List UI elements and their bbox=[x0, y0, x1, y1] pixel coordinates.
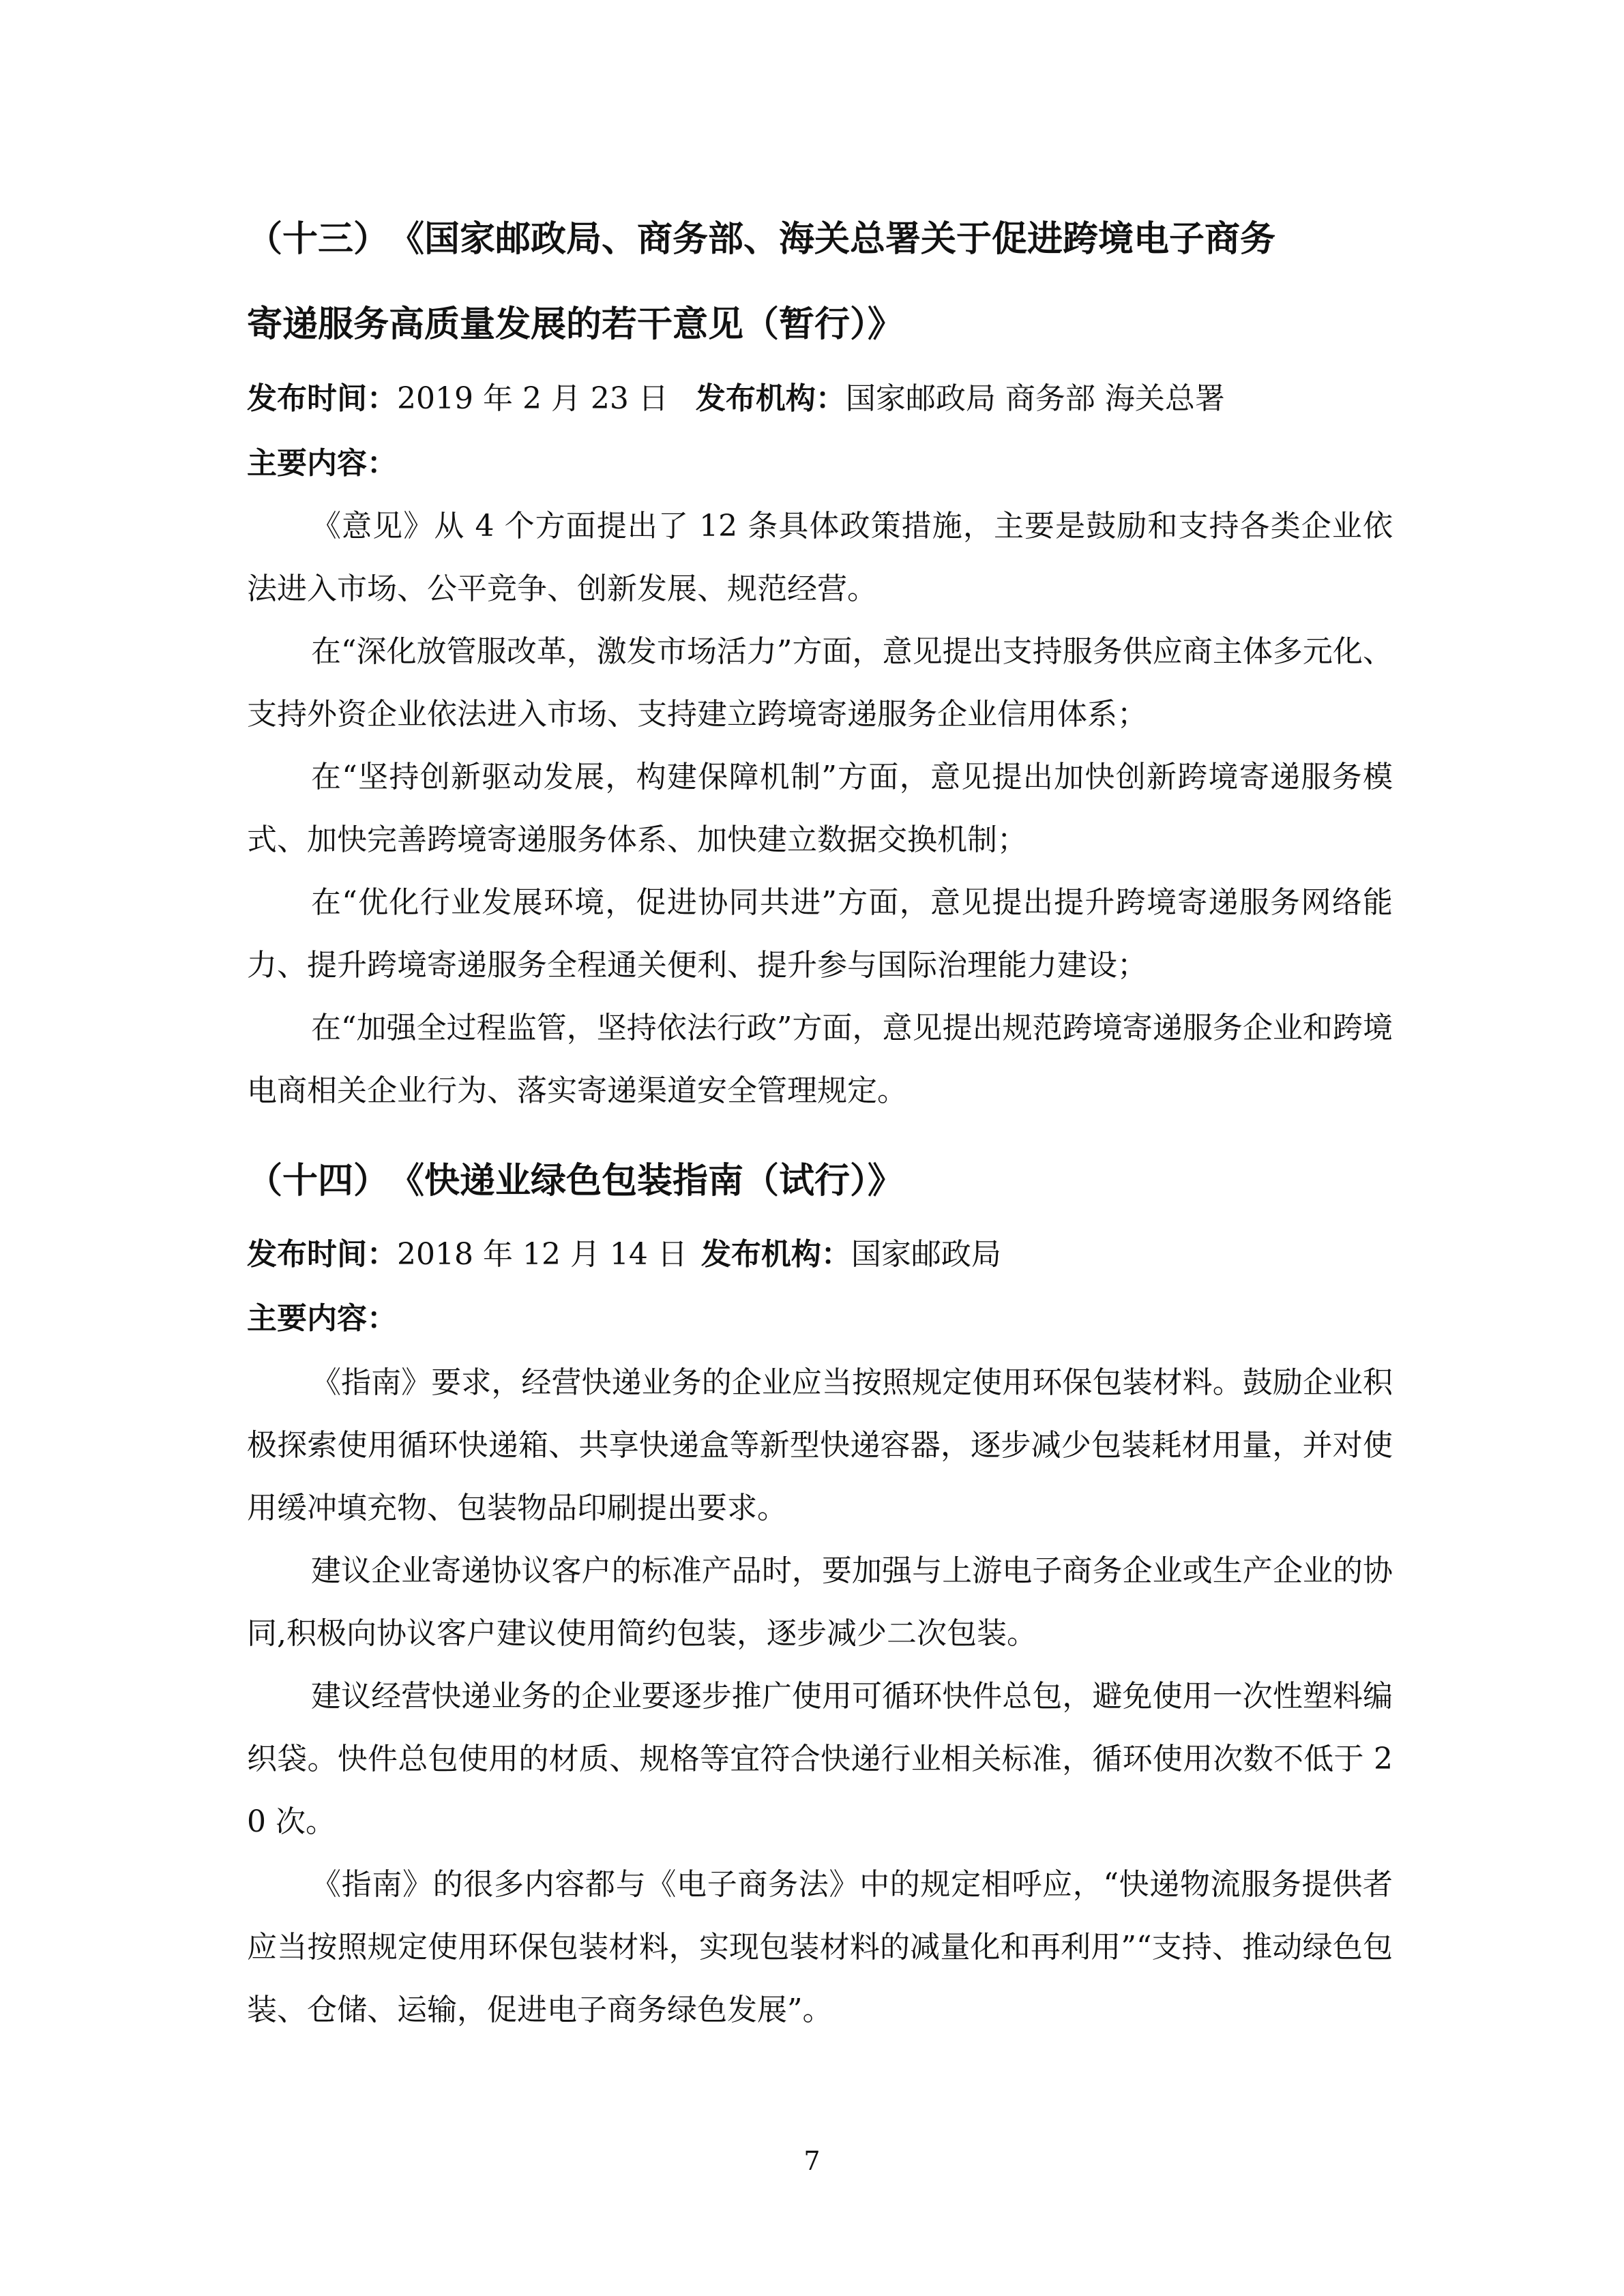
publish-date-value: 2018 年 12 月 14 日 bbox=[397, 1237, 688, 1272]
paragraph: 在“优化行业发展环境，促进协同共进”方面，意见提出提升跨境寄递服务网络能力、提升跨境寄递服务全程通关便利、提升参与国际治理能力建设； bbox=[247, 885, 1393, 983]
publish-date-label: 发布时间： bbox=[247, 381, 397, 416]
paragraph: 建议企业寄递协议客户的标准产品时，要加强与上游电子商务企业或生产企业的协同,积极向协议客户建议使用简约包装，逐步减少二次包装。 bbox=[247, 1553, 1393, 1651]
publisher-label: 发布机构： bbox=[700, 1237, 851, 1272]
section-14-title: （十四） 《快递业绿色包装指南（试行）》 bbox=[247, 1161, 904, 1202]
section-14-content-label: 主要内容： bbox=[247, 1301, 397, 1336]
paragraph: 《指南》的很多内容都与《电子商务法》中的规定相呼应，“快递物流服务提供者应当按照规定使用环保包装材料，实现包装材料的减量化和再利用”“支持、推动绿色包装、仓储、运输，促进电子商务绿色发展”。 bbox=[247, 1867, 1393, 2027]
publisher-value: 国家邮政局 商务部 海关总署 bbox=[845, 381, 1225, 416]
section-13-title-line-1: （十三） 《国家邮政局、商务部、海关总署关于促进跨境电子商务 bbox=[247, 219, 1276, 260]
paragraph: 在“坚持创新驱动发展，构建保障机制”方面，意见提出加快创新跨境寄递服务模式、加快完善跨境寄递服务体系、加快建立数据交换机制； bbox=[247, 760, 1393, 857]
section-14-meta bbox=[247, 1237, 1393, 1272]
section-14-body bbox=[247, 1352, 1393, 2042]
publisher-label: 发布机构： bbox=[695, 381, 846, 416]
paragraph: 《意见》从 4 个方面提出了 12 条具体政策措施，主要是鼓励和支持各类企业依法进入市场、公平竞争、创新发展、规范经营。 bbox=[247, 509, 1393, 606]
publish-date-value: 2019 年 2 月 23 日 bbox=[397, 381, 668, 416]
page-number: 7 bbox=[803, 2146, 821, 2176]
paragraph: 在“深化放管服改革，激发市场活力”方面，意见提出支持服务供应商主体多元化、支持外资企业依法进入市场、支持建立跨境寄递服务企业信用体系； bbox=[247, 634, 1393, 732]
paragraph: 在“加强全过程监管，坚持依法行政”方面，意见提出规范跨境寄递服务企业和跨境电商相关企业行为、落实寄递渠道安全管理规定。 bbox=[247, 1011, 1393, 1108]
paragraph: 《指南》要求，经营快递业务的企业应当按照规定使用环保包装材料。鼓励企业积极探索使用循环快递箱、共享快递盒等新型快递容器，逐步减少包装耗材用量，并对使用缓冲填充物、包装物品印刷提出要求。 bbox=[247, 1365, 1393, 1525]
section-13-meta bbox=[247, 381, 1393, 416]
section-13-body bbox=[247, 495, 1393, 1122]
publish-date-label: 发布时间： bbox=[247, 1237, 397, 1272]
publisher-value: 国家邮政局 bbox=[851, 1237, 1001, 1272]
section-13-content-label: 主要内容： bbox=[247, 446, 397, 481]
paragraph: 建议经营快递业务的企业要逐步推广使用可循环快件总包，避免使用一次性塑料编织袋。快件总包使用的材质、规格等宜符合快递行业相关标准，循环使用次数不低于 20 次。 bbox=[247, 1679, 1393, 1839]
section-13-title-line-2: 寄递服务高质量发展的若干意见（暂行）》 bbox=[247, 304, 904, 345]
